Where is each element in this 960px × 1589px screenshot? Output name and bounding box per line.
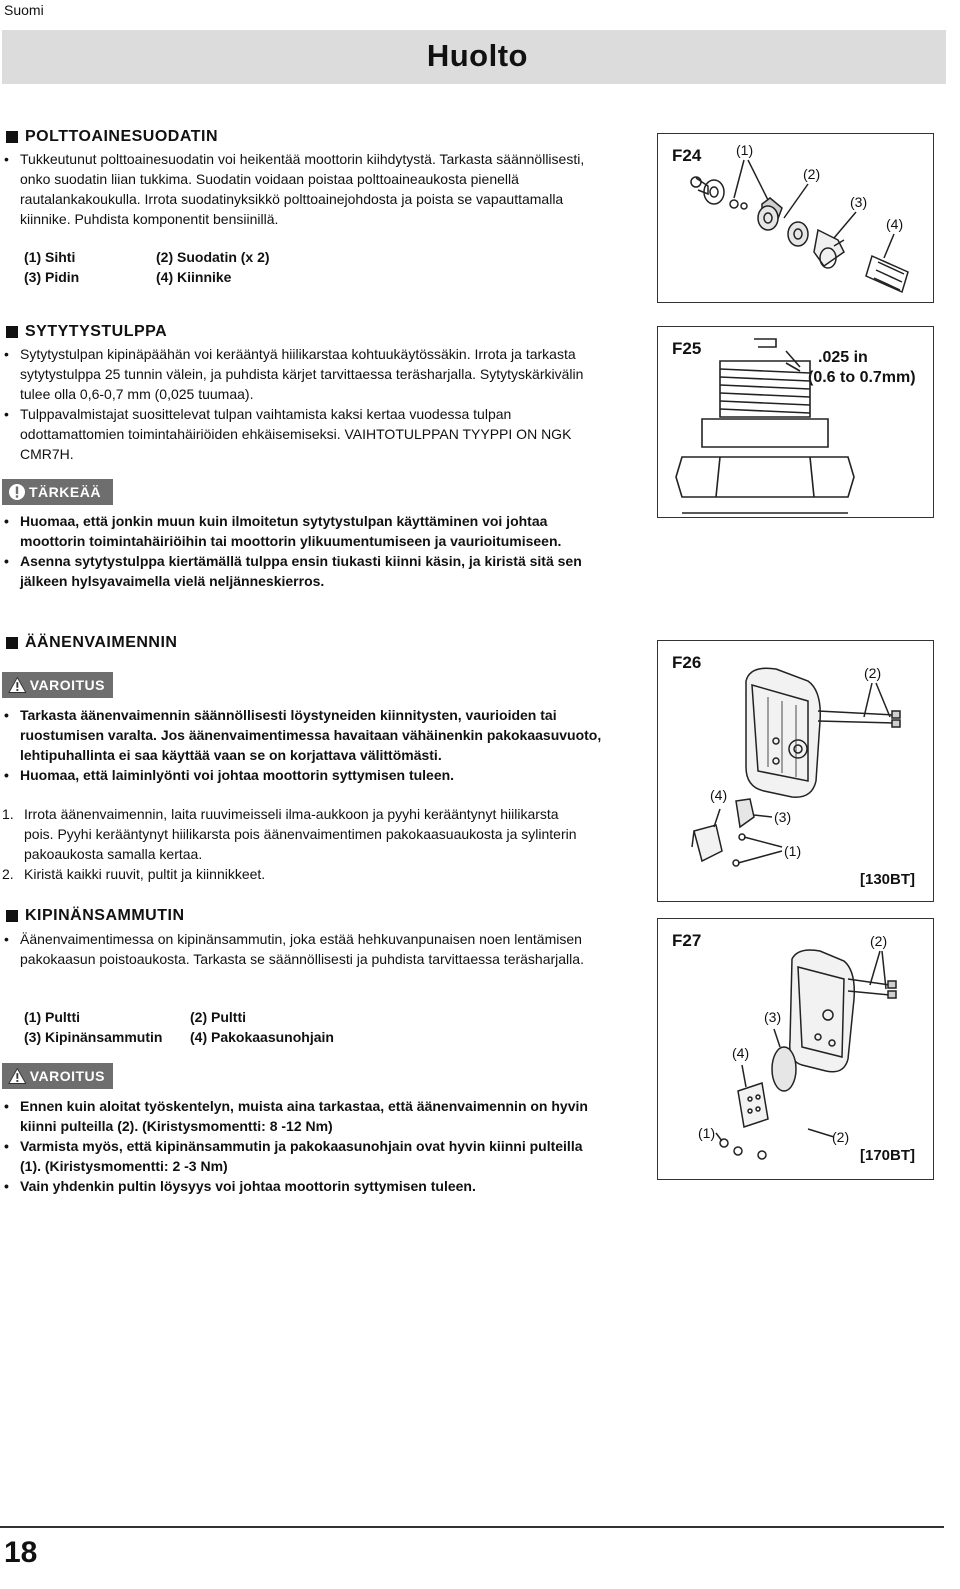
muffler-warning-body: [2, 705, 602, 785]
callout-1: (1): [784, 843, 802, 859]
muffler-illustration: [658, 641, 933, 901]
figure-f25: [657, 326, 934, 518]
section-title-muffler: [6, 634, 177, 652]
notice-badge: [2, 479, 113, 505]
figure-f26: [657, 640, 934, 902]
step-text: Kiristä kaikki ruuvit, pultit ja kiinnikkeet.: [24, 866, 266, 882]
bullet-item: • Huomaa, että laiminlyönti voi johtaa moottorin syttymisen tuleen.: [2, 765, 602, 785]
warning-triangle-icon: [8, 676, 27, 694]
callout-3: (3): [774, 809, 792, 825]
spark-arrestor-warning-body: [2, 1096, 602, 1196]
section-title-spark-plug: [6, 323, 167, 341]
step-item: [2, 804, 590, 864]
step-number: 1.: [2, 806, 14, 822]
callout-1: (1): [698, 1125, 716, 1141]
notice-label: TÄRKEÄÄ: [29, 484, 101, 500]
spark-arrestor-body: [2, 929, 590, 969]
bullet-item: • Vain yhdenkin pultin löysyys voi johtaa moottorin syttymisen tuleen.: [2, 1176, 602, 1196]
callout-4: (4): [710, 787, 728, 803]
callout-2-top: (2): [870, 933, 888, 949]
footer-rule: [0, 1526, 944, 1528]
step-item: [2, 864, 590, 884]
callout-4: (4): [732, 1045, 750, 1061]
fuel-filter-body: [2, 149, 590, 229]
step-number: 2.: [2, 866, 14, 882]
section-title-fuel-filter: [6, 128, 218, 146]
section-title-text: KIPINÄNSAMMUTIN: [25, 907, 185, 924]
language-label: Suomi: [4, 2, 44, 18]
part-label: (3) Pidin: [24, 269, 80, 285]
part-label: (1) Sihti: [24, 249, 76, 265]
callout-3: (3): [764, 1009, 782, 1025]
section-title-text: SYTYTYSTULPPA: [25, 323, 168, 340]
title-bar: [2, 30, 946, 84]
bullet-item: • Ennen kuin aloitat työskentelyn, muista aina tarkastaa, että äänenvaimennin on hyvin kiinni pulteilla (2). (Kiristysmomentti: 8 -12 Nm): [2, 1096, 602, 1136]
model-label: [130BT]: [860, 871, 916, 888]
exclamation-circle-icon: [8, 483, 26, 501]
figure-f24: [657, 133, 934, 303]
bullet-item: • Tulppavalmistajat suosittelevat tulpan vaihtamista kaksi kertaa vuodessa tulpan odottamattomien toimintahäiriöiden ehkäisemiseksi. VAIHTOTULPPAN TYYPPI ON NGK CMR7H.: [2, 404, 590, 464]
section-square-icon: [6, 637, 18, 649]
bullet-item: • Varmista myös, että kipinänsammutin ja pakokaasunohjain ovat hyvin kiinni pulteilla (1). (Kiristysmomentti: 2 -3 Nm): [2, 1136, 602, 1176]
part-label: (4) Kiinnike: [156, 269, 232, 285]
bullet-item: • Tarkasta äänenvaimennin säännöllisesti löystyneiden kiinnitysten, vaurioiden tai ruostumisen varalta. Jos äänenvaimentimessa havaitaan vähäinenkin pakokaasuvuoto, lehtipuhallinta ei saa käyttää vaan se on korjattava välittömästi.: [2, 705, 602, 765]
fuel-filter-parts-list: [24, 247, 306, 287]
figure-label: F27: [672, 931, 702, 950]
callout-2: (2): [803, 166, 821, 182]
spark-plug-illustration: [658, 327, 933, 517]
step-text: Irrota äänenvaimennin, laita ruuvimeisseli ilma-aukkoon ja pyyhi kerääntynyt hiilikarsta pois. Pyyhi kerääntynyt hiilikarsta pois äänenvaimentimen pakokaasuaukosta ja sylinterin pakoaukosta samalla kertaa.: [24, 806, 577, 862]
figure-label: F24: [672, 146, 702, 165]
figure-label: F26: [672, 653, 702, 672]
muffler-steps: [2, 804, 590, 884]
bullet-item: • Huomaa, että jonkin muun kuin ilmoitetun sytytystulpan käyttäminen voi johtaa moottorin toimintahäiriöihin tai moottorin ylikuumentumiseen ja vaurioitumiseen.: [2, 511, 602, 551]
warning-label: VAROITUS: [29, 677, 105, 693]
spark-arrestor-illustration: [658, 919, 933, 1179]
callout-1: (1): [736, 142, 754, 158]
figure-f27: [657, 918, 934, 1180]
part-label: (3) Kipinänsammutin: [24, 1029, 163, 1045]
spark-plug-notice-body: [2, 511, 602, 591]
warning-badge: [2, 1063, 113, 1089]
warning-triangle-icon: [8, 1067, 27, 1085]
fuel-filter-illustration: [658, 134, 933, 302]
bullet-item: • Asenna sytytystulppa kiertämällä tulppa ensin tiukasti kiinni käsin, ja kiristä sitä sen jälkeen hylsyavaimella vielä neljänneskierros.: [2, 551, 602, 591]
warning-label: VAROITUS: [29, 1068, 105, 1084]
section-title-text: ÄÄNENVAIMENNIN: [25, 634, 178, 651]
callout-2-bottom: (2): [832, 1129, 850, 1145]
part-label: (2) Pultti: [190, 1009, 246, 1025]
callout-3: (3): [850, 194, 868, 210]
part-label: (1) Pultti: [24, 1009, 80, 1025]
warning-badge: [2, 672, 113, 698]
gap-inches: .025 in: [818, 349, 868, 366]
bullet-item: • Äänenvaimentimessa on kipinänsammutin, joka estää hehkuvanpunaisen noen lentämisen pakokaasun poistoaukosta. Tarkasta se säännöllisesti ja puhdista tarvittaessa teräsharjalla.: [2, 929, 590, 969]
callout-4: (4): [886, 216, 904, 232]
section-square-icon: [6, 131, 18, 143]
spark-arrestor-parts-list: [24, 1007, 360, 1047]
gap-millimeters: (0.6 to 0.7mm): [808, 369, 916, 386]
page-title: Huolto: [426, 38, 528, 73]
model-label: [170BT]: [860, 1147, 916, 1164]
part-label: (2) Suodatin (x 2): [156, 249, 270, 265]
bullet-item: • Tukkeutunut polttoainesuodatin voi heikentää moottorin kiihdytystä. Tarkasta säännöllisesti, onko suodatin liian tukkima. Suodatin voidaan poistaa polttoaineaukosta pienellä rautalankakoukulla. Irrota suodatinyksikkö polttoainejohdosta ja poista se vapauttamalla kiinnike. Puhdista komponentit bensiinillä.: [2, 149, 590, 229]
section-square-icon: [6, 910, 18, 922]
bullet-item: • Sytytystulpan kipinäpäähän voi kerääntyä hiilikarstaa kohtuukäytössäkin. Irrota ja tarkasta sytytystulppa 25 tunnin välein, ja puhdista kärjet tarvittaessa teräsharjalla. Sytytyskärkivälin tulee olla 0,6-0,7 mm (0,025 tuumaa).: [2, 344, 590, 404]
section-title-text: POLTTOAINESUODATIN: [25, 128, 218, 145]
page-number: 18: [4, 1536, 38, 1569]
callout-2: (2): [864, 665, 882, 681]
section-title-spark-arrestor: [6, 907, 185, 925]
spark-plug-body: [2, 344, 590, 464]
figure-label: F25: [672, 339, 702, 358]
section-square-icon: [6, 326, 18, 338]
part-label: (4) Pakokaasunohjain: [190, 1029, 334, 1045]
